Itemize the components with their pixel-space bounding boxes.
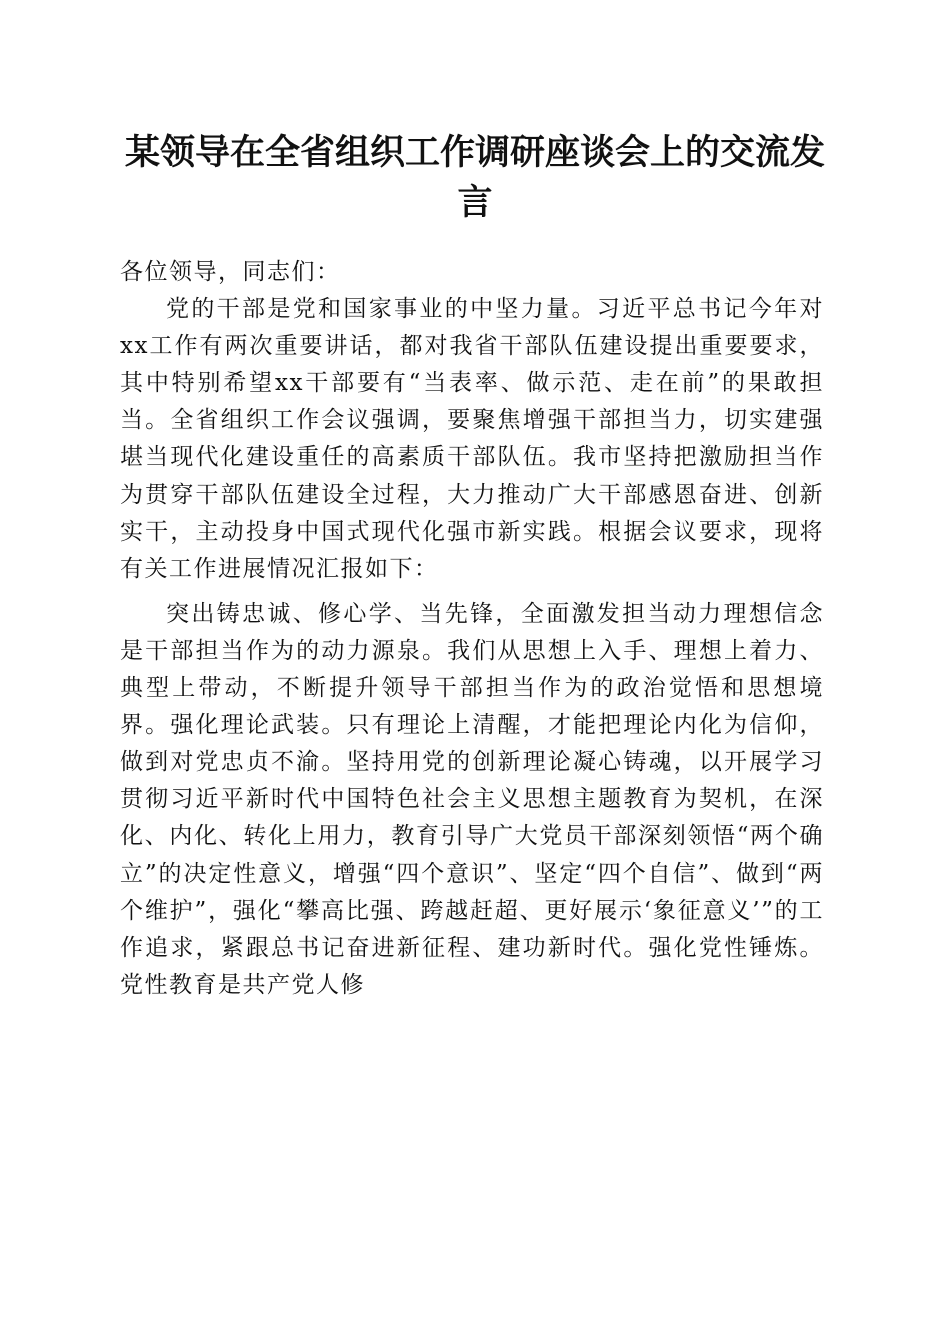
document-title: 某领导在全省组织工作调研座谈会上的交流发言 (124, 132, 825, 223)
salutation: 各位领导，同志们： (120, 259, 341, 285)
document-body (120, 254, 824, 1004)
paragraph: 突出铸忠诚、修心学、当先锋，全面激发担当动力理想信念是干部担当作为的动力源泉。我们从思想上入手、理想上着力、典型上带动，不断提升领导干部担当作为的政治觉悟和思想境界。强化理论武装。只有理论上清醒，才能把理论内化为信仰，做到对党忠贞不渝。坚持用党的创新理论凝心铸魂，以开展学习贯彻习近平新时代中国特色社会主义思想主题教育为契机，在深化、内化、转化上用力，教育引导广大党员干部深刻领悟“两个确立”的决定性意义，增强“四个意识”、坚定“四个自信”、做到“两个维护”，强化“攀高比强、跨越赶超、更好展示‘象征意义’”的工作追求，紧跟总书记奋进新征程、建功新时代。强化党性锤炼。党性教育是共产党人修 (120, 600, 824, 998)
paragraph: 党的干部是党和国家事业的中坚力量。习近平总书记今年对xx工作有两次重要讲话，都对我省干部队伍建设提出重要要求，其中特别希望xx干部要有“当表率、做示范、走在前”的果敢担当。全省组织工作会议强调，要聚焦增强干部担当力，切实建强堪当现代化建设重任的高素质干部队伍。我市坚持把激励担当作为贯穿干部队伍建设全过程，大力推动广大干部感恩奋进、创新实干，主动投身中国式现代化强市新实践。根据会议要求，现将有关工作进展情况汇报如下： (120, 296, 824, 582)
